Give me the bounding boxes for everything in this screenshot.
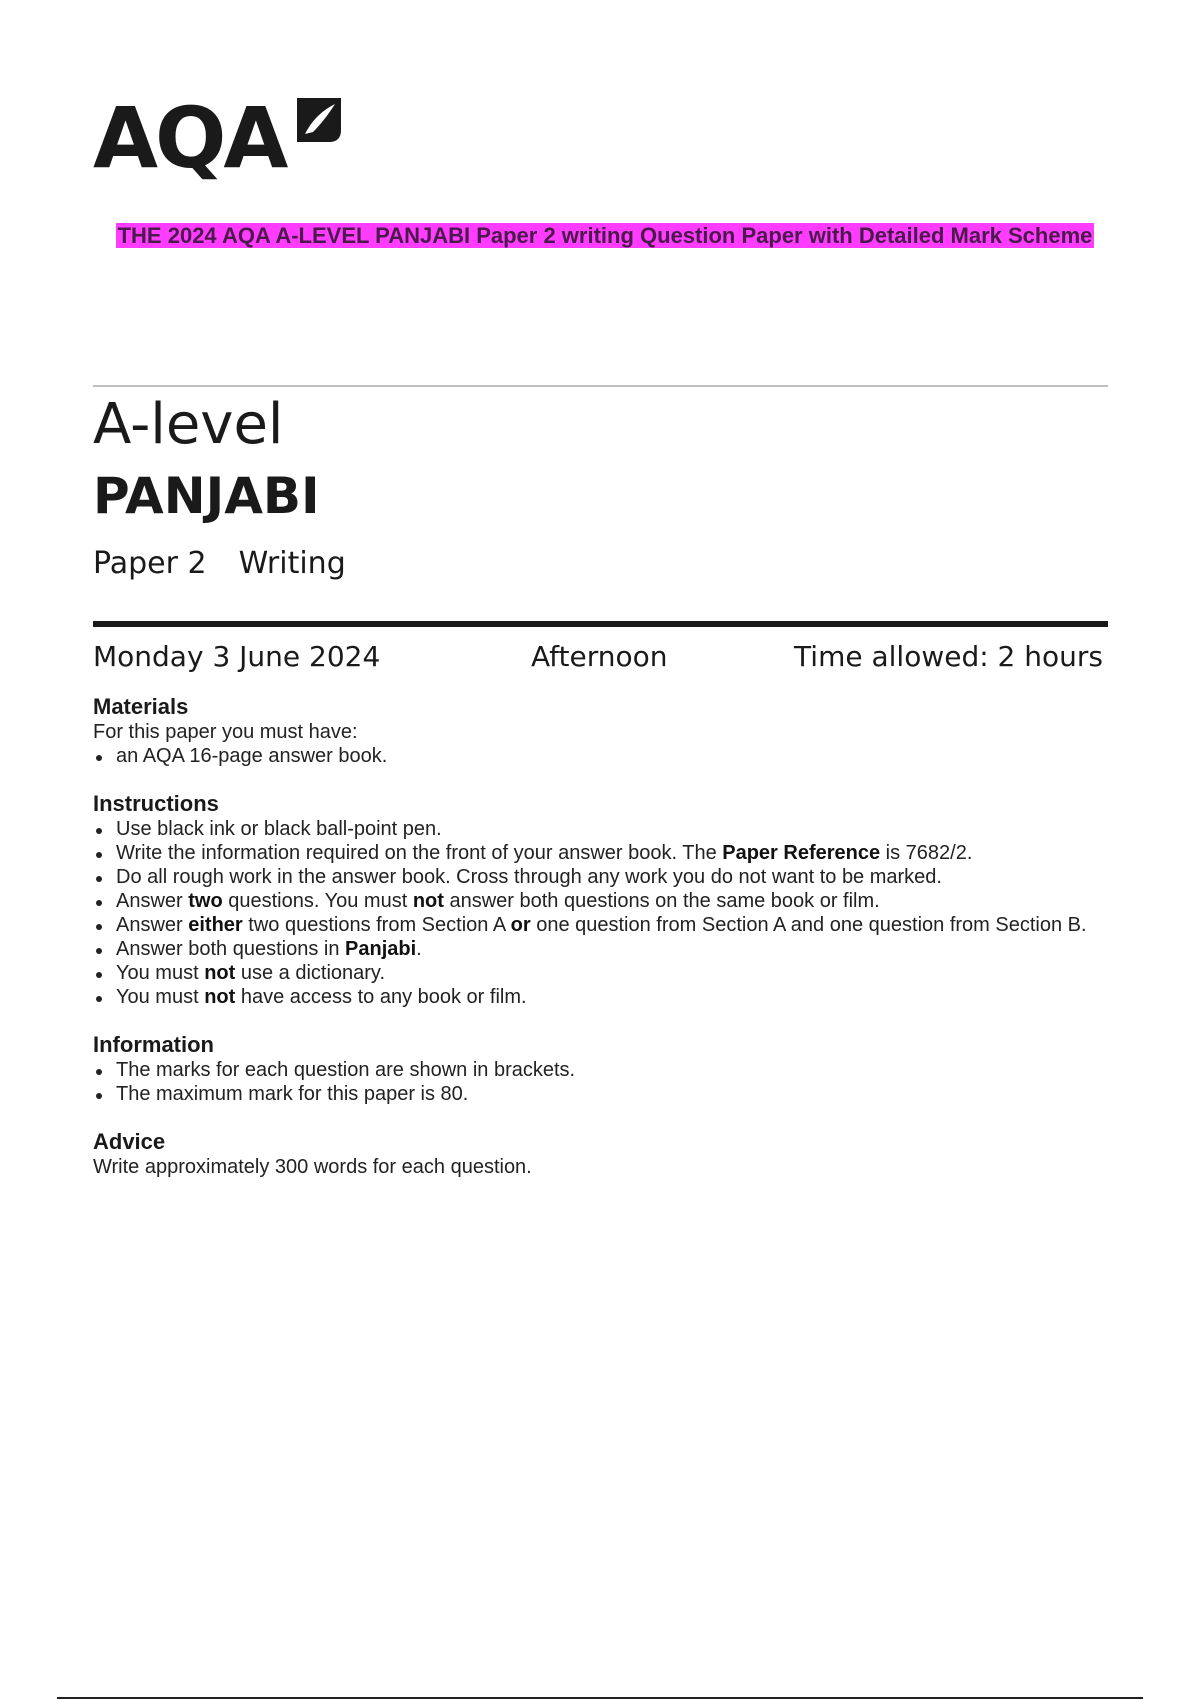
- advice-text: Write approximately 300 words for each question.: [93, 1156, 532, 1178]
- list-item: You must not use a dictionary.: [93, 961, 1093, 985]
- header-divider: [93, 385, 1108, 387]
- information-section: [93, 1032, 1093, 1106]
- list-item: Write the information required on the front of your answer book. The Paper Reference is 7682/2.: [93, 841, 1093, 865]
- aqa-leaf-icon: [291, 92, 347, 148]
- list-item: The maximum mark for this paper is 80.: [93, 1082, 1093, 1106]
- instructions-list: [93, 817, 1093, 1009]
- information-list: [93, 1058, 1093, 1106]
- materials-list: [93, 744, 1093, 768]
- paper-line: [93, 546, 346, 581]
- exam-meta: [93, 640, 1103, 673]
- thick-divider: [93, 621, 1108, 627]
- banner-text: THE 2024 AQA A-LEVEL PANJABI Paper 2 writing Question Paper with Detailed Mark Scheme: [117, 223, 1093, 248]
- list-item: an AQA 16-page answer book.: [93, 744, 1093, 768]
- exam-date: Monday 3 June 2024: [93, 640, 381, 673]
- list-item: Answer either two questions from Section A or one question from Section A and one question from Section B.: [93, 913, 1093, 937]
- subject-title: PANJABI: [93, 467, 320, 525]
- exam-session: Afternoon: [531, 640, 668, 673]
- information-heading: Information: [93, 1032, 214, 1057]
- list-item: Use black ink or black ball-point pen.: [93, 817, 1093, 841]
- list-item: Answer two questions. You must not answer both questions on the same book or film.: [93, 889, 1093, 913]
- aqa-logo-text: AQA: [93, 89, 286, 187]
- instructions-heading: Instructions: [93, 791, 219, 816]
- list-item: Answer both questions in Panjabi.: [93, 937, 1093, 961]
- time-allowed: Time allowed: 2 hours: [794, 640, 1103, 673]
- list-item: You must not have access to any book or film.: [93, 985, 1093, 1009]
- document-banner: [110, 222, 1100, 250]
- advice-section: [93, 1129, 1093, 1179]
- materials-heading: Materials: [93, 694, 189, 719]
- materials-intro: For this paper you must have:: [93, 721, 358, 743]
- materials-section: [93, 694, 1093, 768]
- aqa-logo: [93, 89, 347, 187]
- advice-heading: Advice: [93, 1129, 166, 1154]
- list-item: Do all rough work in the answer book. Cross through any work you do not want to be marked.: [93, 865, 1093, 889]
- exam-instructions: [93, 694, 1093, 1179]
- qualification-level: A-level: [93, 392, 284, 457]
- page-bottom-divider: [57, 1697, 1143, 1699]
- paper-number: Paper 2: [93, 546, 207, 581]
- instructions-section: [93, 791, 1093, 1009]
- paper-component: Writing: [238, 546, 346, 581]
- list-item: The marks for each question are shown in brackets.: [93, 1058, 1093, 1082]
